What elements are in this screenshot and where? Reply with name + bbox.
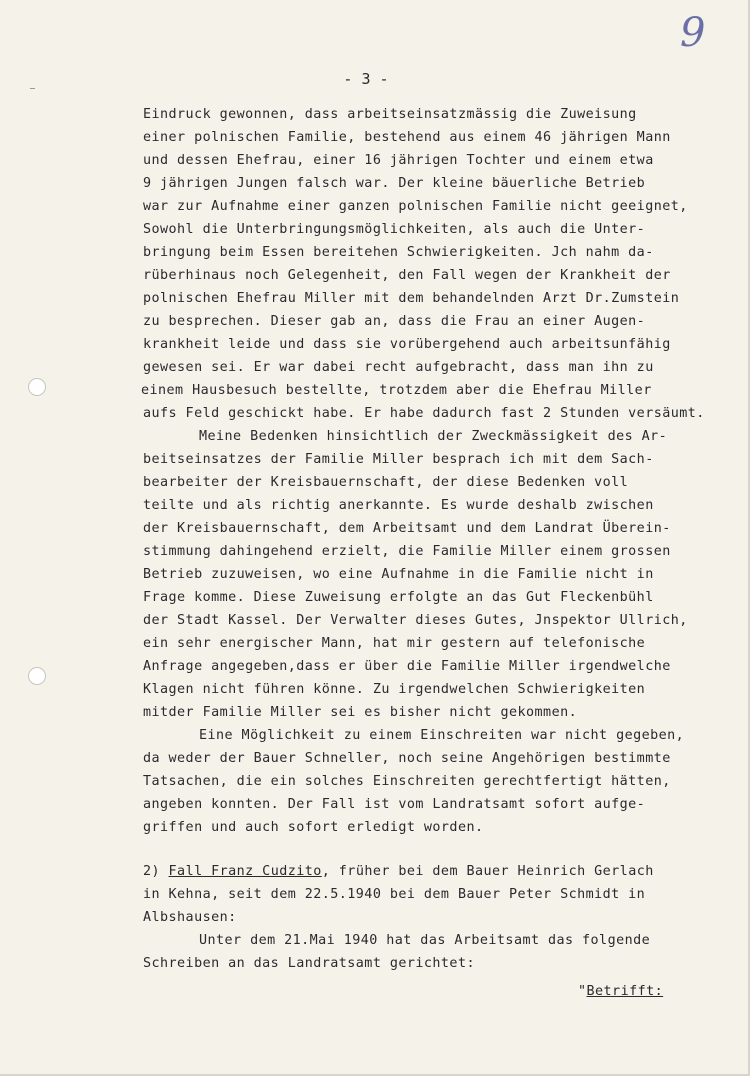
quoted-subject: Betrifft: (586, 984, 664, 999)
text-line: da weder der Bauer Schneller, noch seine Angehörigen bestimmte (143, 751, 671, 766)
text-line: Eindruck gewonnen, dass arbeitseinsatzmässig die Zuweisung (143, 107, 637, 122)
text-line: gewesen sei. Er war dabei recht aufgebracht, dass man ihn zu (143, 360, 654, 375)
text-line: krankheit leide und dass sie vorübergehend auch arbeitsunfähig (143, 337, 671, 352)
text-line: rüberhinaus noch Gelegenheit, den Fall wegen der Krankheit der (143, 268, 671, 283)
text-line: der Kreisbauernschaft, dem Arbeitsamt und dem Landrat Überein- (143, 521, 671, 536)
text-line: Anfrage angegeben,dass er über die Familie Miller irgendwelche (143, 659, 671, 674)
text-line: aufs Feld geschickt habe. Er habe dadurch fast 2 Stunden versäumt. (143, 406, 705, 421)
text-line: Sowohl die Unterbringungsmöglichkeiten, als auch die Unter- (143, 222, 646, 237)
handwritten-folio-number: 9 (680, 10, 706, 56)
quote-mark: " (578, 984, 587, 999)
punch-hole-top (28, 378, 46, 396)
text-line: Unter dem 21.Mai 1940 hat das Arbeitsamt das folgende (199, 933, 651, 948)
text-line: Eine Möglichkeit zu einem Einschreiten war nicht gegeben, (199, 728, 685, 743)
text-line: 9 jährigen Jungen falsch war. Der kleine bäuerliche Betrieb (143, 176, 646, 191)
page-number: - 3 - (343, 70, 389, 88)
text-line: polnischen Ehefrau Miller mit dem behandelnden Arzt Dr.Zumstein (143, 291, 680, 306)
text-line: Betrieb zuzuweisen, wo eine Aufnahme in die Familie nicht in (143, 567, 654, 582)
text-line: Tatsachen, die ein solches Einschreiten gerechtfertigt hätten, (143, 774, 671, 789)
text-line: Albshausen: (143, 910, 237, 925)
text-line: in Kehna, seit dem 22.5.1940 bei dem Bauer Peter Schmidt in (143, 887, 646, 902)
text-line: einer polnischen Familie, bestehend aus einem 46 jährigen Mann (143, 130, 671, 145)
text-line: stimmung dahingehend erzielt, die Familie Miller einem grossen (143, 544, 671, 559)
text-line: Frage komme. Diese Zuweisung erfolgte an das Gut Fleckenbühl (143, 590, 654, 605)
quoted-subject-line (578, 983, 663, 1001)
case-heading-line (143, 863, 654, 881)
text-line: der Stadt Kassel. Der Verwalter dieses Gutes, Jnspektor Ullrich, (143, 613, 688, 628)
text-line: ein sehr energischer Mann, hat mir gestern auf telefonische (143, 636, 646, 651)
case-heading-rest: , früher bei dem Bauer Heinrich Gerlach (321, 864, 654, 879)
text-line: zu besprechen. Dieser gab an, dass die Frau an einer Augen- (143, 314, 646, 329)
text-line: einem Hausbesuch bestellte, trotzdem aber die Ehefrau Miller (141, 383, 652, 398)
text-line: Meine Bedenken hinsichtlich der Zweckmässigkeit des Ar- (199, 429, 668, 444)
text-line: mitder Familie Miller sei es bisher nicht gekommen. (143, 705, 578, 720)
text-line: teilte und als richtig anerkannte. Es wurde deshalb zwischen (143, 498, 654, 513)
text-line: Schreiben an das Landratsamt gerichtet: (143, 956, 475, 971)
text-line: griffen und auch sofort erledigt worden. (143, 820, 484, 835)
case-number: 2) (143, 864, 161, 879)
text-line: beitseinsatzes der Familie Miller besprach ich mit dem Sach- (143, 452, 654, 467)
text-line: und dessen Ehefrau, einer 16 jährigen Tochter und einem etwa (143, 153, 654, 168)
text-line: bearbeiter der Kreisbauernschaft, der diese Bedenken voll (143, 475, 629, 490)
text-line: Klagen nicht führen könne. Zu irgendwelchen Schwierigkeiten (143, 682, 646, 697)
text-line: bringung beim Essen bereitehen Schwierigkeiten. Jch nahm da- (143, 245, 654, 260)
text-line: angeben konnten. Der Fall ist vom Landratsamt sofort aufge- (143, 797, 646, 812)
case-heading: Fall Franz Cudzito (168, 864, 322, 879)
text-line: war zur Aufnahme einer ganzen polnischen Familie nicht geeignet, (143, 199, 688, 214)
punch-hole-bottom (28, 667, 46, 685)
margin-mark (30, 88, 35, 89)
